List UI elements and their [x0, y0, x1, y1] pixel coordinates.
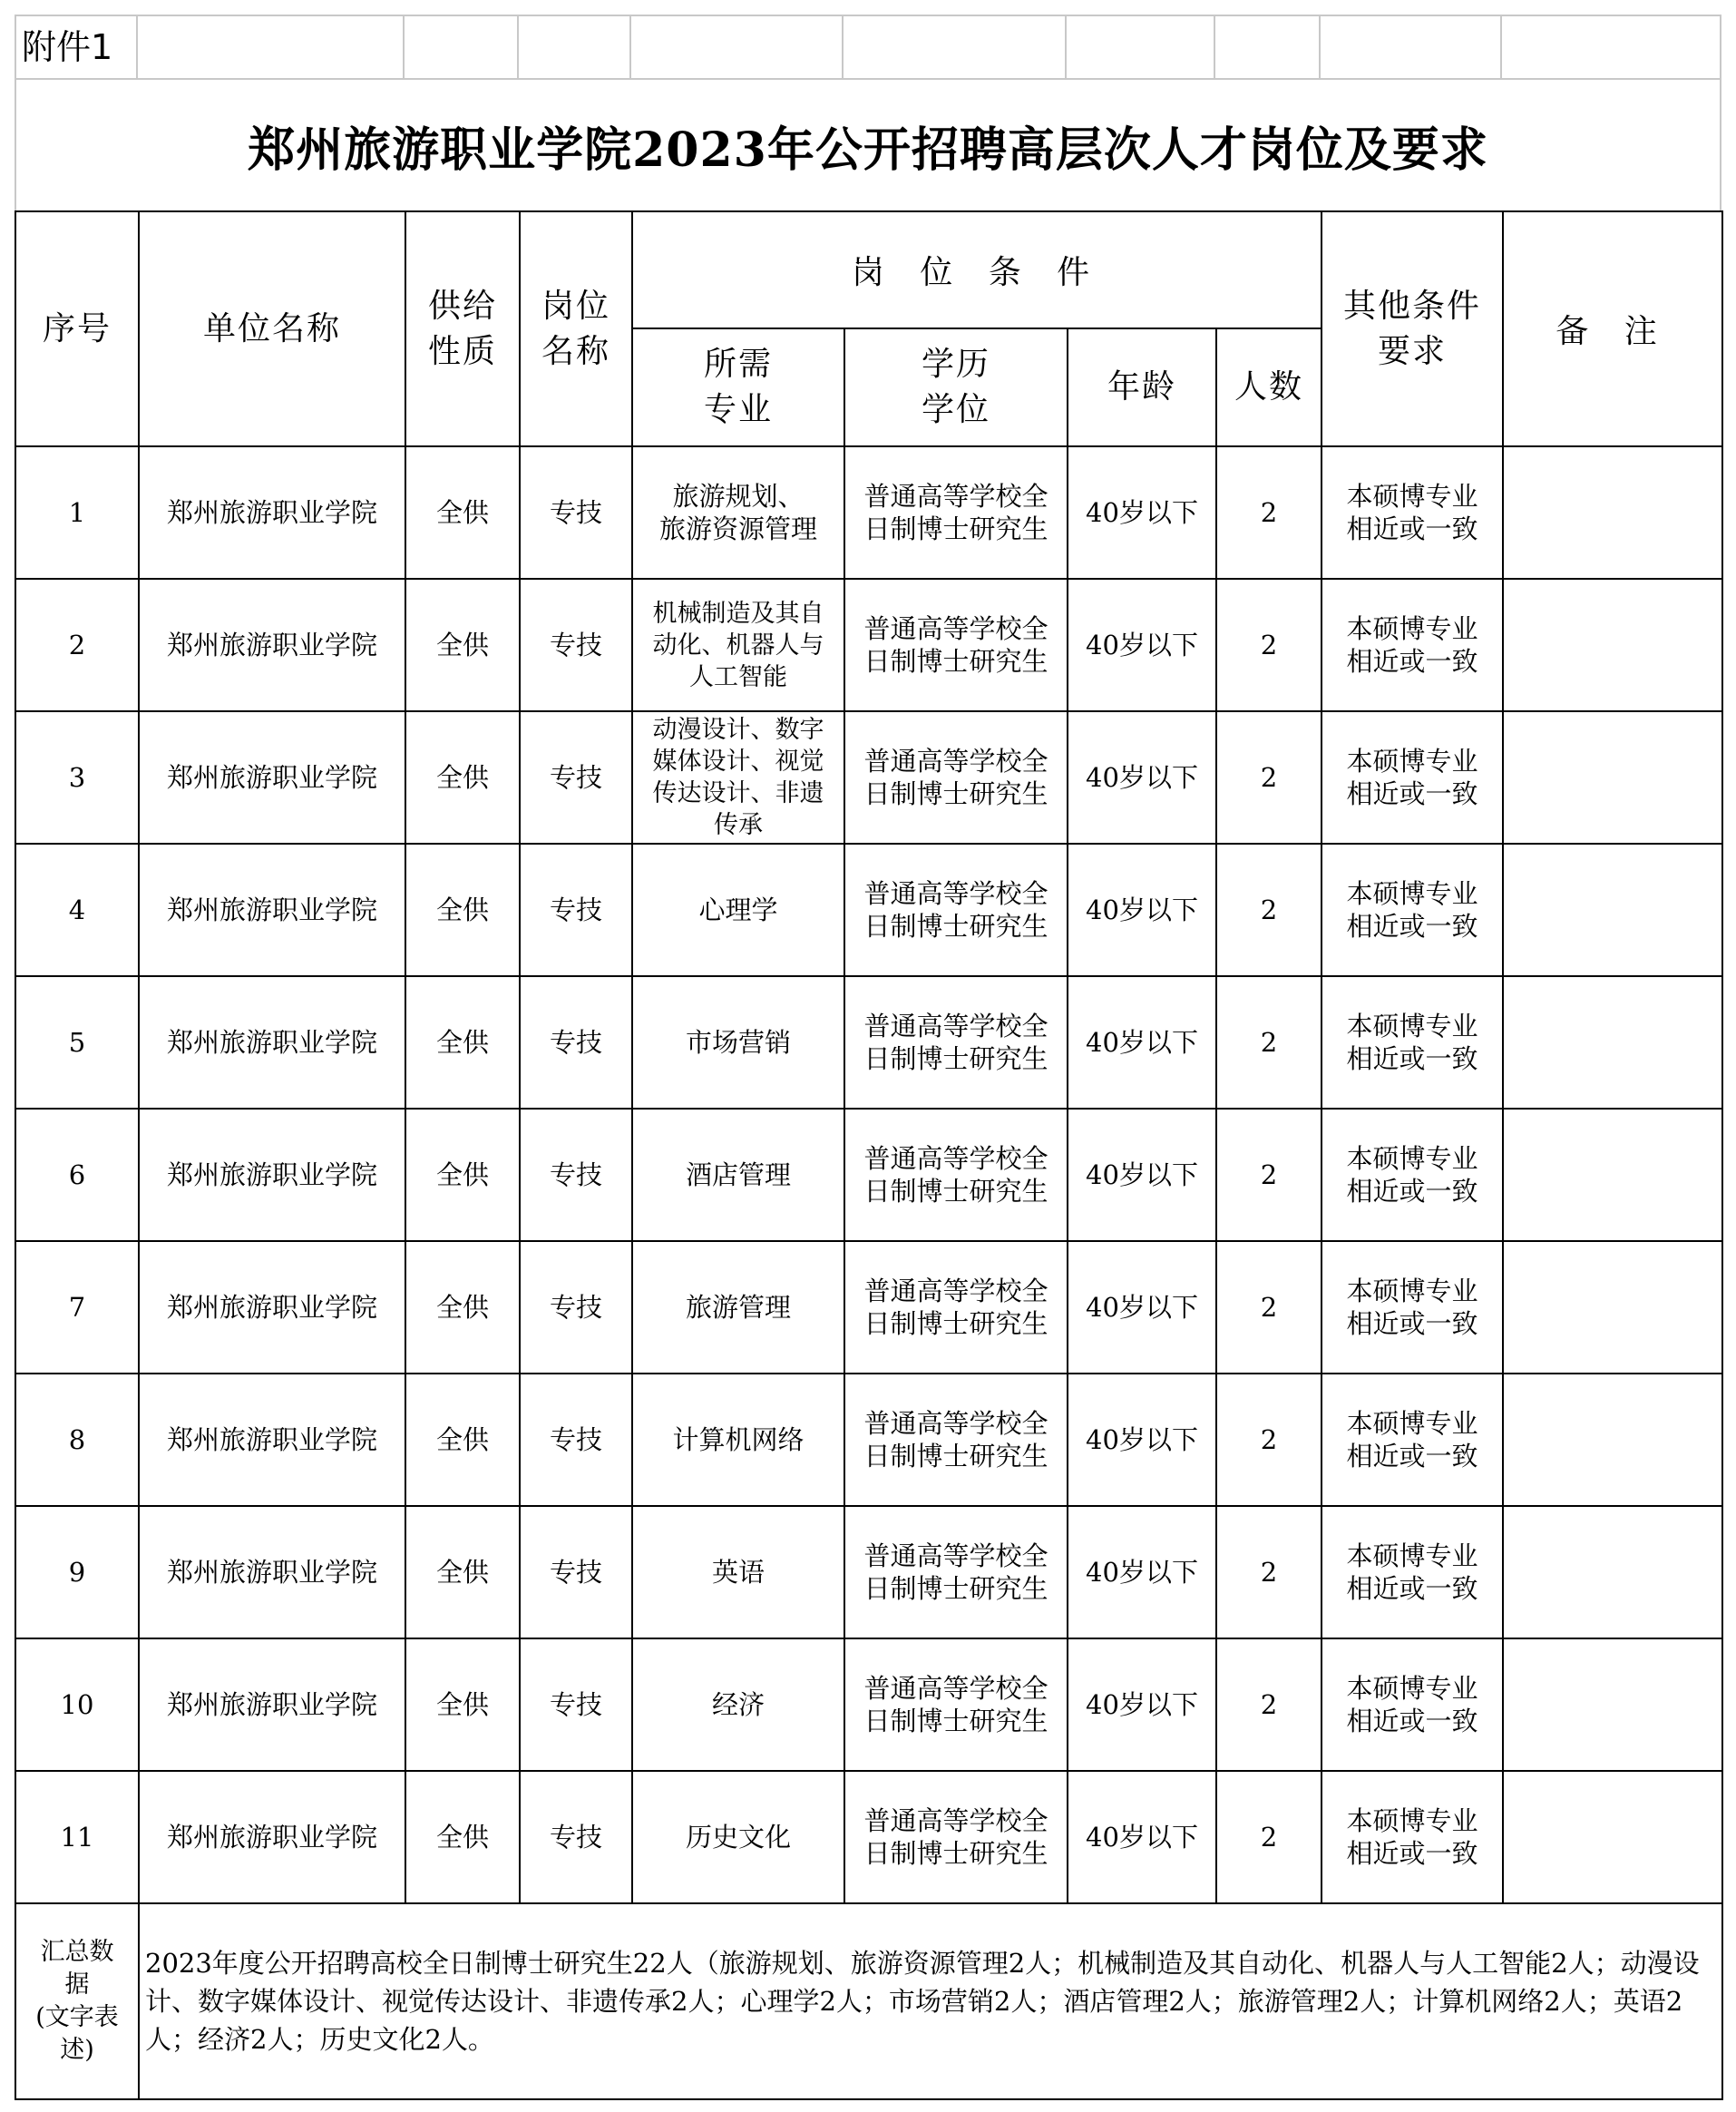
cell-age: 40岁以下: [1068, 1241, 1216, 1374]
cell-count: 2: [1216, 1771, 1322, 1903]
cell-remark: [1503, 1771, 1722, 1903]
cell-unit: 郑州旅游职业学院: [139, 446, 405, 579]
cell-major: 动漫设计、数字 媒体设计、视觉 传达设计、非遗 传承: [632, 711, 844, 844]
cell-other: 本硕博专业 相近或一致: [1322, 1506, 1503, 1638]
table-row: [15, 1771, 1722, 1903]
cell-other: 本硕博专业 相近或一致: [1322, 711, 1503, 844]
header-age: 年龄: [1068, 328, 1216, 446]
cell-remark: [1503, 1638, 1722, 1771]
cell-seq: 5: [15, 976, 139, 1109]
cell-age: 40岁以下: [1068, 844, 1216, 976]
cell-count: 2: [1216, 844, 1322, 976]
cell-unit: 郑州旅游职业学院: [139, 844, 405, 976]
cell-seq: 9: [15, 1506, 139, 1638]
cell-edu: 普通高等学校全 日制博士研究生: [844, 844, 1068, 976]
table-row: [15, 1109, 1722, 1241]
cell-unit: 郑州旅游职业学院: [139, 1241, 405, 1374]
cell-unit: 郑州旅游职业学院: [139, 579, 405, 711]
cell-edu: 普通高等学校全 日制博士研究生: [844, 446, 1068, 579]
header-post: 岗位 名称: [520, 211, 632, 446]
cell-other: 本硕博专业 相近或一致: [1322, 1771, 1503, 1903]
header-edu: 学历 学位: [844, 328, 1068, 446]
header-unit: 单位名称: [139, 211, 405, 446]
title-area: [15, 80, 1721, 210]
cell-unit: 郑州旅游职业学院: [139, 1109, 405, 1241]
cell-seq: 4: [15, 844, 139, 976]
cell-supply: 全供: [405, 711, 520, 844]
cell-edu: 普通高等学校全 日制博士研究生: [844, 1771, 1068, 1903]
header-seq: 序号: [15, 211, 139, 446]
header-conditions: 岗 位 条 件: [632, 211, 1322, 328]
cell-post: 专技: [520, 446, 632, 579]
cell-post: 专技: [520, 711, 632, 844]
cell-count: 2: [1216, 711, 1322, 844]
cell-post: 专技: [520, 1506, 632, 1638]
header-count: 人数: [1216, 328, 1322, 446]
cell-edu: 普通高等学校全 日制博士研究生: [844, 976, 1068, 1109]
cell-remark: [1503, 844, 1722, 976]
top-grid-row: [15, 15, 1721, 80]
cell-post: 专技: [520, 1771, 632, 1903]
cell-count: 2: [1216, 1241, 1322, 1374]
cell-supply: 全供: [405, 1241, 520, 1374]
positions-table: [15, 210, 1723, 2100]
cell-seq: 6: [15, 1109, 139, 1241]
table-row: [15, 579, 1722, 711]
cell-remark: [1503, 1109, 1722, 1241]
summary-label: 汇总数 据 (文字表 述): [15, 1903, 139, 2099]
table-row: [15, 1638, 1722, 1771]
cell-unit: 郑州旅游职业学院: [139, 1374, 405, 1506]
table-row: [15, 976, 1722, 1109]
table-row: [15, 1241, 1722, 1374]
header-other: 其他条件 要求: [1322, 211, 1503, 446]
cell-major: 经济: [632, 1638, 844, 1771]
cell-remark: [1503, 579, 1722, 711]
header-supply: 供给 性质: [405, 211, 520, 446]
cell-remark: [1503, 1241, 1722, 1374]
cell-seq: 3: [15, 711, 139, 844]
cell-major: 旅游规划、 旅游资源管理: [632, 446, 844, 579]
cell-edu: 普通高等学校全 日制博士研究生: [844, 1506, 1068, 1638]
cell-count: 2: [1216, 1374, 1322, 1506]
cell-seq: 7: [15, 1241, 139, 1374]
cell-age: 40岁以下: [1068, 711, 1216, 844]
cell-post: 专技: [520, 1374, 632, 1506]
cell-count: 2: [1216, 976, 1322, 1109]
cell-other: 本硕博专业 相近或一致: [1322, 1241, 1503, 1374]
cell-major: 心理学: [632, 844, 844, 976]
cell-supply: 全供: [405, 579, 520, 711]
cell-count: 2: [1216, 1506, 1322, 1638]
cell-remark: [1503, 976, 1722, 1109]
cell-edu: 普通高等学校全 日制博士研究生: [844, 1638, 1068, 1771]
cell-major: 计算机网络: [632, 1374, 844, 1506]
cell-unit: 郑州旅游职业学院: [139, 976, 405, 1109]
cell-major: 旅游管理: [632, 1241, 844, 1374]
cell-major: 机械制造及其自 动化、机器人与 人工智能: [632, 579, 844, 711]
cell-major: 英语: [632, 1506, 844, 1638]
cell-supply: 全供: [405, 1506, 520, 1638]
cell-seq: 1: [15, 446, 139, 579]
summary-row: [15, 1903, 1722, 2099]
cell-remark: [1503, 446, 1722, 579]
cell-unit: 郑州旅游职业学院: [139, 1506, 405, 1638]
cell-supply: 全供: [405, 1374, 520, 1506]
cell-supply: 全供: [405, 976, 520, 1109]
cell-age: 40岁以下: [1068, 1374, 1216, 1506]
cell-edu: 普通高等学校全 日制博士研究生: [844, 1374, 1068, 1506]
header-row-1: [15, 211, 1722, 328]
cell-edu: 普通高等学校全 日制博士研究生: [844, 1109, 1068, 1241]
cell-age: 40岁以下: [1068, 1109, 1216, 1241]
cell-seq: 2: [15, 579, 139, 711]
cell-seq: 10: [15, 1638, 139, 1771]
cell-age: 40岁以下: [1068, 976, 1216, 1109]
cell-major: 历史文化: [632, 1771, 844, 1903]
table-row: [15, 1506, 1722, 1638]
cell-other: 本硕博专业 相近或一致: [1322, 1638, 1503, 1771]
summary-text: 2023年度公开招聘高校全日制博士研究生22人（旅游规划、旅游资源管理2人；机械制造及其自动化、机器人与人工智能2人；动漫设计、数字媒体设计、视觉传达设计、非遗传承2人；心理学2人；市场营销2人；酒店管理2人；旅游管理2人；计算机网络2人；英语2人；经济2人；历史文化2人。: [139, 1903, 1722, 2099]
cell-edu: 普通高等学校全 日制博士研究生: [844, 711, 1068, 844]
cell-count: 2: [1216, 1638, 1322, 1771]
cell-unit: 郑州旅游职业学院: [139, 711, 405, 844]
cell-supply: 全供: [405, 1771, 520, 1903]
cell-other: 本硕博专业 相近或一致: [1322, 976, 1503, 1109]
table-row: [15, 1374, 1722, 1506]
cell-remark: [1503, 1374, 1722, 1506]
cell-remark: [1503, 1506, 1722, 1638]
cell-supply: 全供: [405, 844, 520, 976]
cell-unit: 郑州旅游职业学院: [139, 1771, 405, 1903]
table-row: [15, 711, 1722, 844]
cell-other: 本硕博专业 相近或一致: [1322, 446, 1503, 579]
header-major: 所需 专业: [632, 328, 844, 446]
cell-unit: 郑州旅游职业学院: [139, 1638, 405, 1771]
page-title: 郑州旅游职业学院2023年公开招聘高层次人才岗位及要求: [248, 122, 1488, 178]
cell-post: 专技: [520, 579, 632, 711]
cell-seq: 8: [15, 1374, 139, 1506]
cell-other: 本硕博专业 相近或一致: [1322, 1374, 1503, 1506]
cell-supply: 全供: [405, 1109, 520, 1241]
cell-major: 市场营销: [632, 976, 844, 1109]
cell-age: 40岁以下: [1068, 1506, 1216, 1638]
cell-post: 专技: [520, 976, 632, 1109]
cell-other: 本硕博专业 相近或一致: [1322, 579, 1503, 711]
cell-remark: [1503, 711, 1722, 844]
cell-edu: 普通高等学校全 日制博士研究生: [844, 579, 1068, 711]
cell-supply: 全供: [405, 1638, 520, 1771]
cell-age: 40岁以下: [1068, 1638, 1216, 1771]
cell-post: 专技: [520, 1638, 632, 1771]
cell-count: 2: [1216, 579, 1322, 711]
cell-age: 40岁以下: [1068, 579, 1216, 711]
cell-other: 本硕博专业 相近或一致: [1322, 844, 1503, 976]
header-remark: 备 注: [1503, 211, 1722, 446]
cell-age: 40岁以下: [1068, 446, 1216, 579]
cell-count: 2: [1216, 446, 1322, 579]
cell-post: 专技: [520, 1109, 632, 1241]
cell-other: 本硕博专业 相近或一致: [1322, 1109, 1503, 1241]
cell-count: 2: [1216, 1109, 1322, 1241]
cell-seq: 11: [15, 1771, 139, 1903]
cell-age: 40岁以下: [1068, 1771, 1216, 1903]
cell-post: 专技: [520, 844, 632, 976]
cell-major: 酒店管理: [632, 1109, 844, 1241]
attachment-label: 附件1: [22, 27, 113, 67]
table-row: [15, 844, 1722, 976]
cell-post: 专技: [520, 1241, 632, 1374]
table-row: [15, 446, 1722, 579]
cell-edu: 普通高等学校全 日制博士研究生: [844, 1241, 1068, 1374]
cell-supply: 全供: [405, 446, 520, 579]
